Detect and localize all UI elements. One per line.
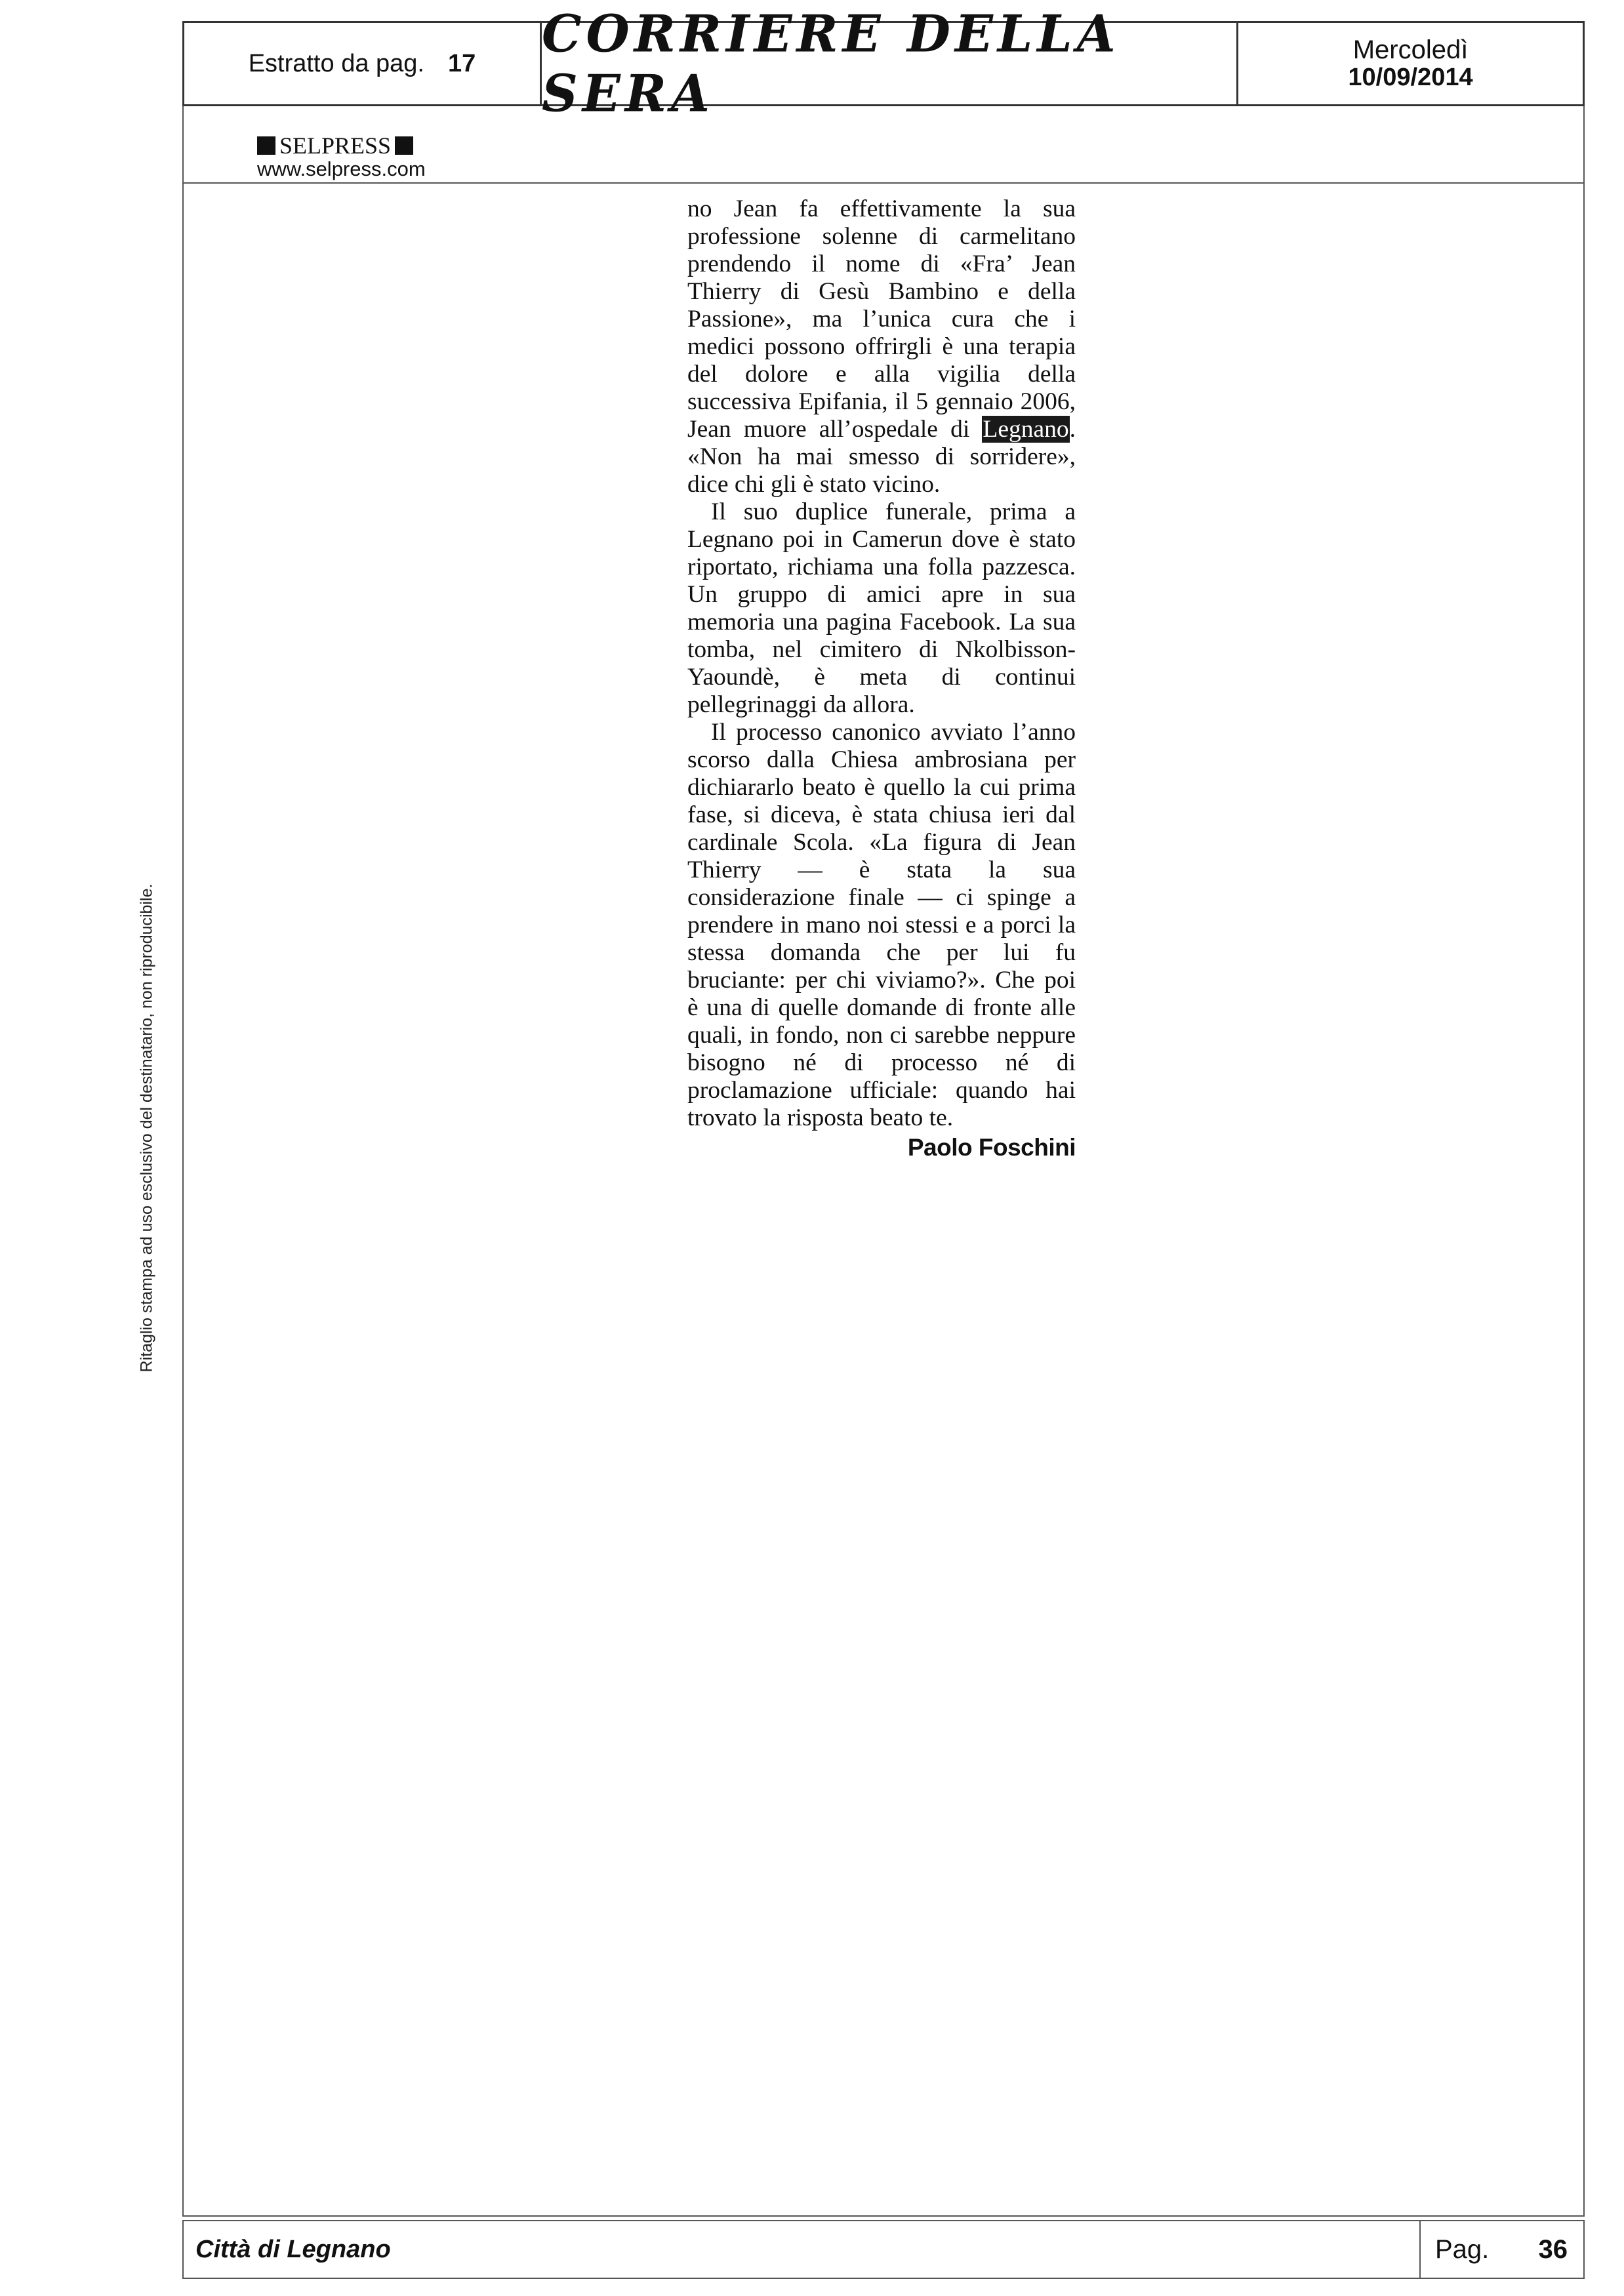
agency-name: SELPRESS — [279, 132, 392, 159]
footer-page-label: Pag. — [1435, 2234, 1490, 2264]
date-cell — [1238, 23, 1583, 104]
publication-weekday: Mercoledì — [1352, 35, 1469, 65]
clipping-footer — [182, 2220, 1585, 2279]
paragraph-text: no Jean fa effettivamente la sua professione solenne di carmelitano prendendo il nome di «Fra’ Jean Thierry di Gesù Bambino e della Passione», ma l’unica cura che i medici possono offrirgli è una terapia del dolore e alla vigilia della successiva Epifania, il 5 gennaio 2006, Jean muore all’ospedale di — [687, 195, 1076, 443]
extract-page-cell — [184, 23, 542, 104]
article-paragraph — [687, 195, 1076, 498]
square-bullet-icon — [395, 136, 413, 155]
article-paragraph: Il processo canonico avviato l’anno scorso dalla Chiesa ambrosiana per dichiararlo beato è quello la cui prima fase, si diceva, è stata chiusa ieri dal cardinale Scola. «La figura di Jean Thierry — è stata la sua considerazione finale — ci spinge a prendere in mano noi stessi e a porci la stessa domanda che per lui fu bruciante: per chi viviamo?». Che poi è una di quelle domande di fronte alle quali, in fondo, non ci sarebbe neppure bisogno né di processo né di proclamazione ufficiale: quando hai trovato la risposta beato te. — [687, 719, 1076, 1131]
agency-url: www.selpress.com — [257, 157, 426, 180]
clipping-header — [182, 4, 1585, 123]
article-author: Paolo Foschini — [907, 1134, 1076, 1161]
agency-logo — [257, 134, 413, 157]
footer-page-cell — [1421, 2221, 1583, 2278]
highlighted-keyword: Legnano — [983, 416, 1069, 443]
agency-band — [184, 106, 1583, 184]
footer-source: Città di Legnano — [184, 2221, 1421, 2278]
article-paragraph: Il suo duplice funerale, prima a Legnano poi in Camerun dove è stato riportato, richiama una folla pazzesca. Un gruppo di amici apre in sua memoria una pagina Facebook. La sua tomba, nel cimitero di Nkolbisson-Yaoundè, è meta di continui pellegrinaggi da allora. — [687, 498, 1076, 718]
square-bullet-icon — [257, 136, 275, 155]
paragraph-text: . «Non ha mai smesso di sorridere», dice chi gli è stato vicino. — [687, 416, 1076, 498]
article-body — [687, 195, 1076, 1162]
newspaper-masthead: CORRIERE DELLA SERA — [542, 4, 1120, 123]
masthead-cell — [542, 4, 1238, 123]
footer-page-number: 36 — [1538, 2234, 1568, 2264]
extract-page-number: 17 — [448, 49, 476, 77]
reproduction-disclaimer: Ritaglio stampa ad uso esclusivo del destinatario, non riproducibile. — [137, 883, 156, 1373]
extract-label: Estratto da pag. — [248, 49, 424, 77]
publication-date: 10/09/2014 — [1348, 64, 1473, 92]
